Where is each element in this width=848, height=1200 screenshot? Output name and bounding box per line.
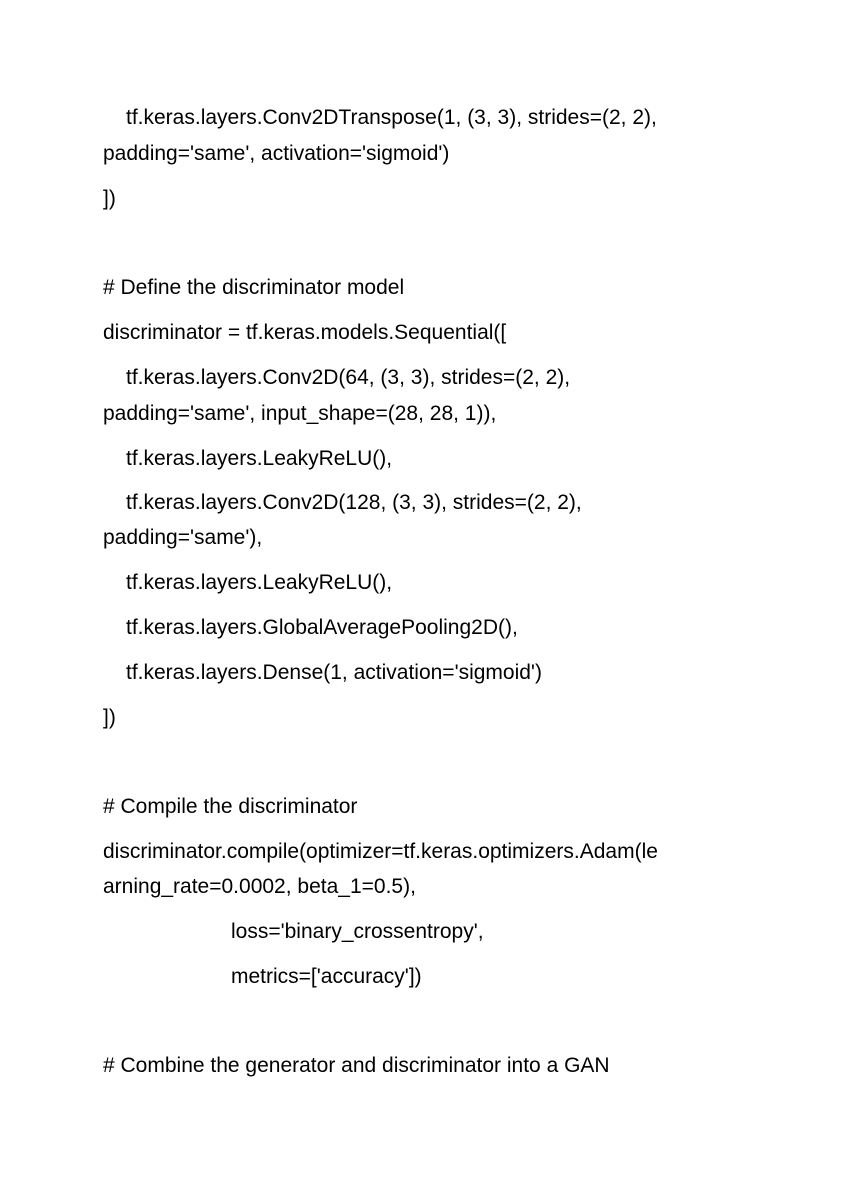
code-line: padding='same'),: [103, 526, 263, 549]
code-line: arning_rate=0.0002, beta_1=0.5),: [103, 875, 416, 898]
comment-line: # Combine the generator and discriminator into a GAN: [103, 1054, 610, 1077]
code-line: padding='same', input_shape=(28, 28, 1)),: [103, 402, 497, 425]
code-line: tf.keras.layers.Conv2D(128, (3, 3), strides=(2, 2),: [126, 491, 582, 514]
code-line: tf.keras.layers.LeakyReLU(),: [126, 447, 393, 470]
code-line: ]): [103, 706, 116, 729]
code-line: metrics=['accuracy']): [231, 965, 422, 988]
code-line: padding='same', activation='sigmoid'): [103, 142, 450, 165]
comment-line: # Define the discriminator model: [103, 276, 405, 299]
code-line: loss='binary_crossentropy',: [231, 920, 484, 943]
code-line: ]): [103, 187, 116, 210]
code-line: tf.keras.layers.Conv2D(64, (3, 3), strides=(2, 2),: [126, 366, 571, 389]
code-line: tf.keras.layers.GlobalAveragePooling2D(),: [126, 616, 518, 639]
code-line: tf.keras.layers.Dense(1, activation='sigmoid'): [126, 661, 542, 684]
code-line: tf.keras.layers.Conv2DTranspose(1, (3, 3), strides=(2, 2),: [126, 106, 657, 129]
code-line: tf.keras.layers.LeakyReLU(),: [126, 571, 393, 594]
code-line: discriminator.compile(optimizer=tf.keras.optimizers.Adam(le: [103, 840, 658, 863]
comment-line: # Compile the discriminator: [103, 795, 358, 818]
code-line: discriminator = tf.keras.models.Sequential([: [103, 321, 507, 344]
